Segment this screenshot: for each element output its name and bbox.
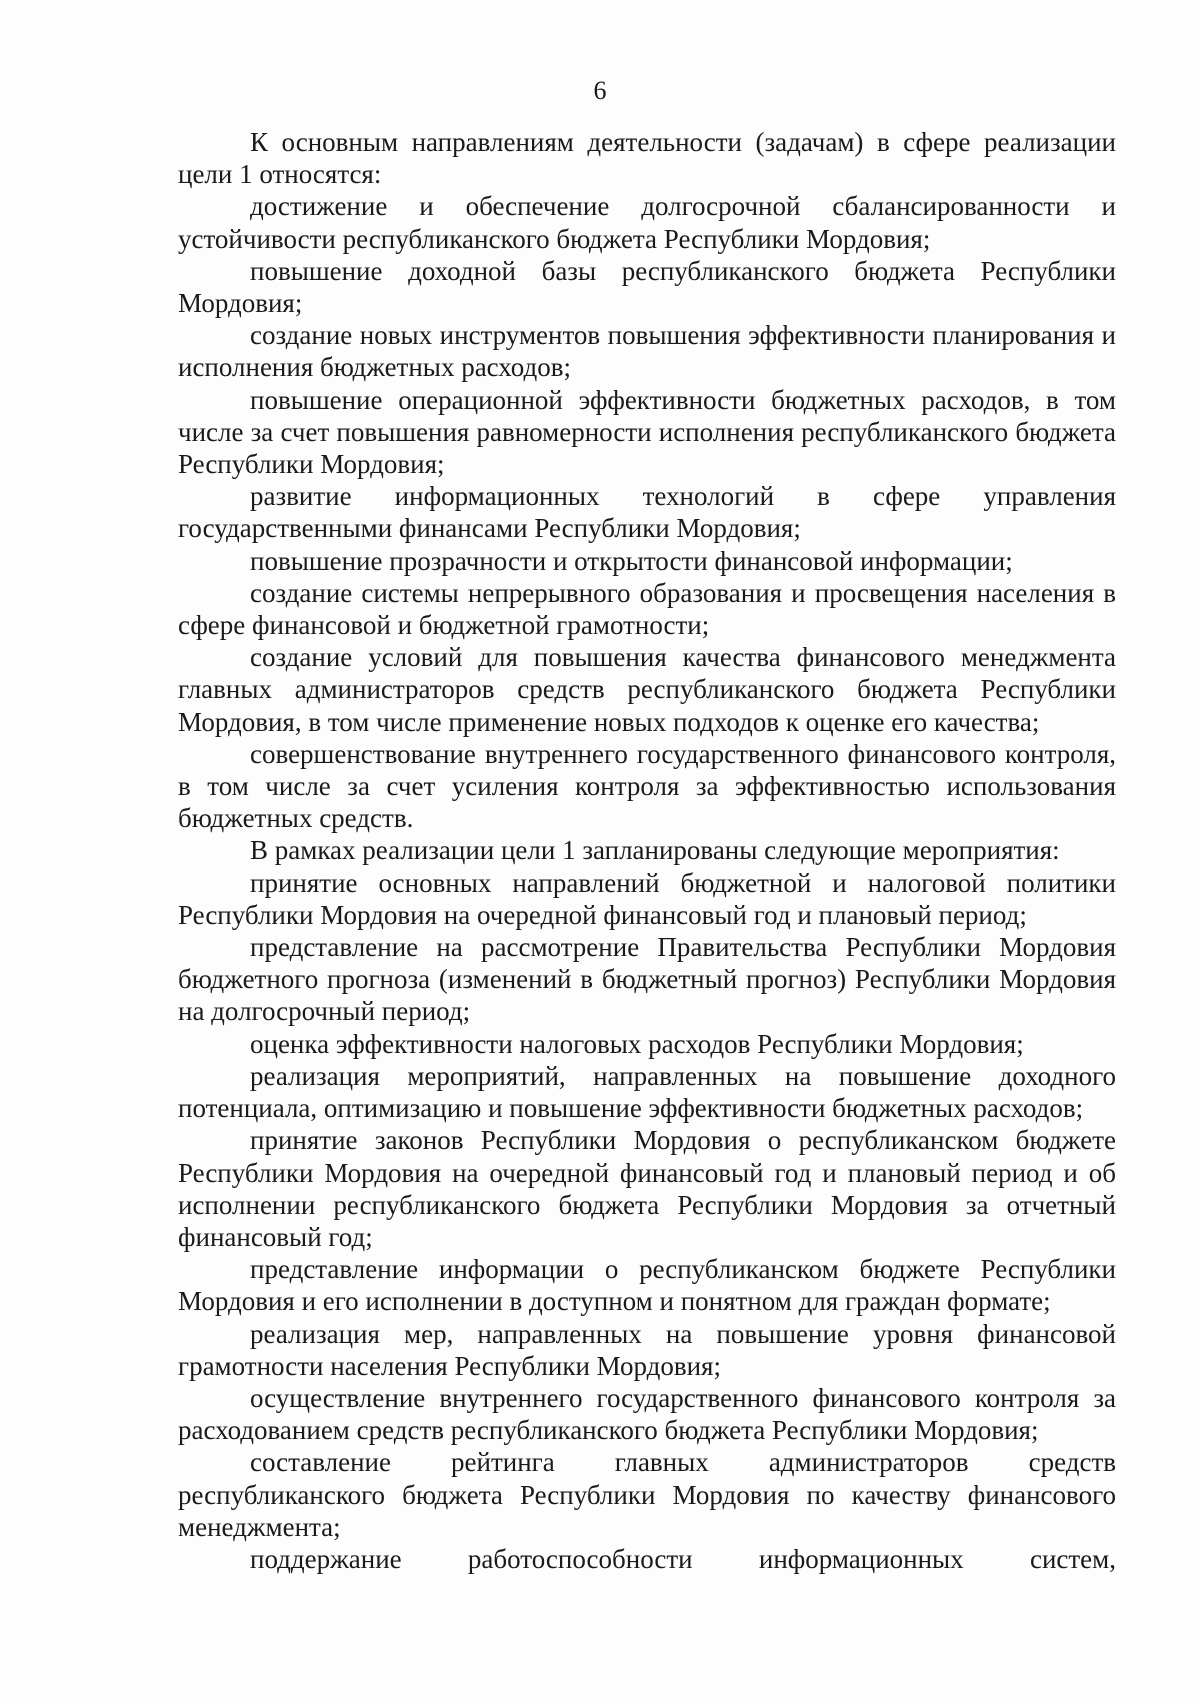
paragraph-activity-tax-expenses: оценка эффективности налоговых расходов Республики Мордовия;	[250, 1028, 1024, 1059]
paragraph-task-balance: достижение и обеспечение долгосрочной сбалансированности и устойчивости республиканского бюджета Республики Мордовия;	[178, 191, 1116, 254]
paragraph-activity-revenue-potential: реализация мероприятий, направленных на повышение доходного потенциала, оптимизацию и повышение эффективности бюджетных расходов;	[178, 1060, 1116, 1124]
paragraph-activities-intro: В рамках реализации цели 1 запланированы следующие мероприятия:	[250, 835, 1060, 866]
paragraph-task-instruments: создание новых инструментов повышения эффективности планирования и исполнения бюджетных расходов;	[178, 320, 1116, 383]
paragraph-activity-rating: составление рейтинга главных администраторов средств республиканского бюджета Республики Мордовия по качеству финансового менеджмента;	[178, 1447, 1116, 1542]
paragraph-task-efficiency: повышение операционной эффективности бюджетных расходов, в том числе за счет повышения равномерности исполнения республиканского бюджета Республики Мордовия;	[178, 384, 1116, 480]
paragraph-activity-systems: поддержание работоспособности информационных систем,	[250, 1543, 1116, 1574]
paragraph-task-management: создание условий для повышения качества финансового менеджмента главных администраторов средств республиканского бюджета Республики Мордовия, в том числе применение новых подходов к оценке его качества;	[178, 642, 1116, 737]
page-number: 6	[593, 76, 607, 105]
paragraph-activity-policy: принятие основных направлений бюджетной и налоговой политики Республики Мордовия на очередной финансовый год и плановый период;	[178, 867, 1116, 930]
document-body	[178, 126, 1116, 1575]
paragraph-activity-citizen-info: представление информации о республиканском бюджете Республики Мордовия и его исполнении в доступном и понятном для граждан формате;	[178, 1254, 1116, 1317]
paragraph-task-education: создание системы непрерывного образования и просвещения населения в сфере финансовой и бюджетной грамотности;	[178, 577, 1116, 641]
paragraph-task-revenue: повышение доходной базы республиканского бюджета Республики Мордовия;	[178, 255, 1116, 319]
paragraph-task-it: развитие информационных технологий в сфере управления государственными финансами Республики Мордовия;	[178, 481, 1116, 544]
paragraph-activity-forecast: представление на рассмотрение Правительства Республики Мордовия бюджетного прогноза (изменений в бюджетный прогноз) Республики Мордовия на долгосрочный период;	[178, 932, 1116, 1027]
paragraph-activity-internal-control: осуществление внутреннего государственного финансового контроля за расходованием средств республиканского бюджета Республики Мордовия;	[178, 1382, 1116, 1446]
paragraph-task-transparency: повышение прозрачности и открытости финансовой информации;	[250, 545, 1013, 576]
paragraph-activity-literacy: реализация мер, направленных на повышение уровня финансовой грамотности населения Республики Мордовия;	[178, 1318, 1116, 1381]
paragraph-task-control: совершенствование внутреннего государственного финансового контроля, в том числе за счет усиления контроля за эффективностью использования бюджетных средств.	[178, 738, 1116, 834]
paragraph-goal-intro: К основным направлениям деятельности (задачам) в сфере реализации цели 1 относятся:	[178, 127, 1116, 190]
paragraph-activity-laws: принятие законов Республики Мордовия о республиканском бюджете Республики Мордовия на очередной финансовый год и плановый период и об исполнении республиканского бюджета Республики Мордовия за отчетный финансовый год;	[178, 1125, 1116, 1252]
